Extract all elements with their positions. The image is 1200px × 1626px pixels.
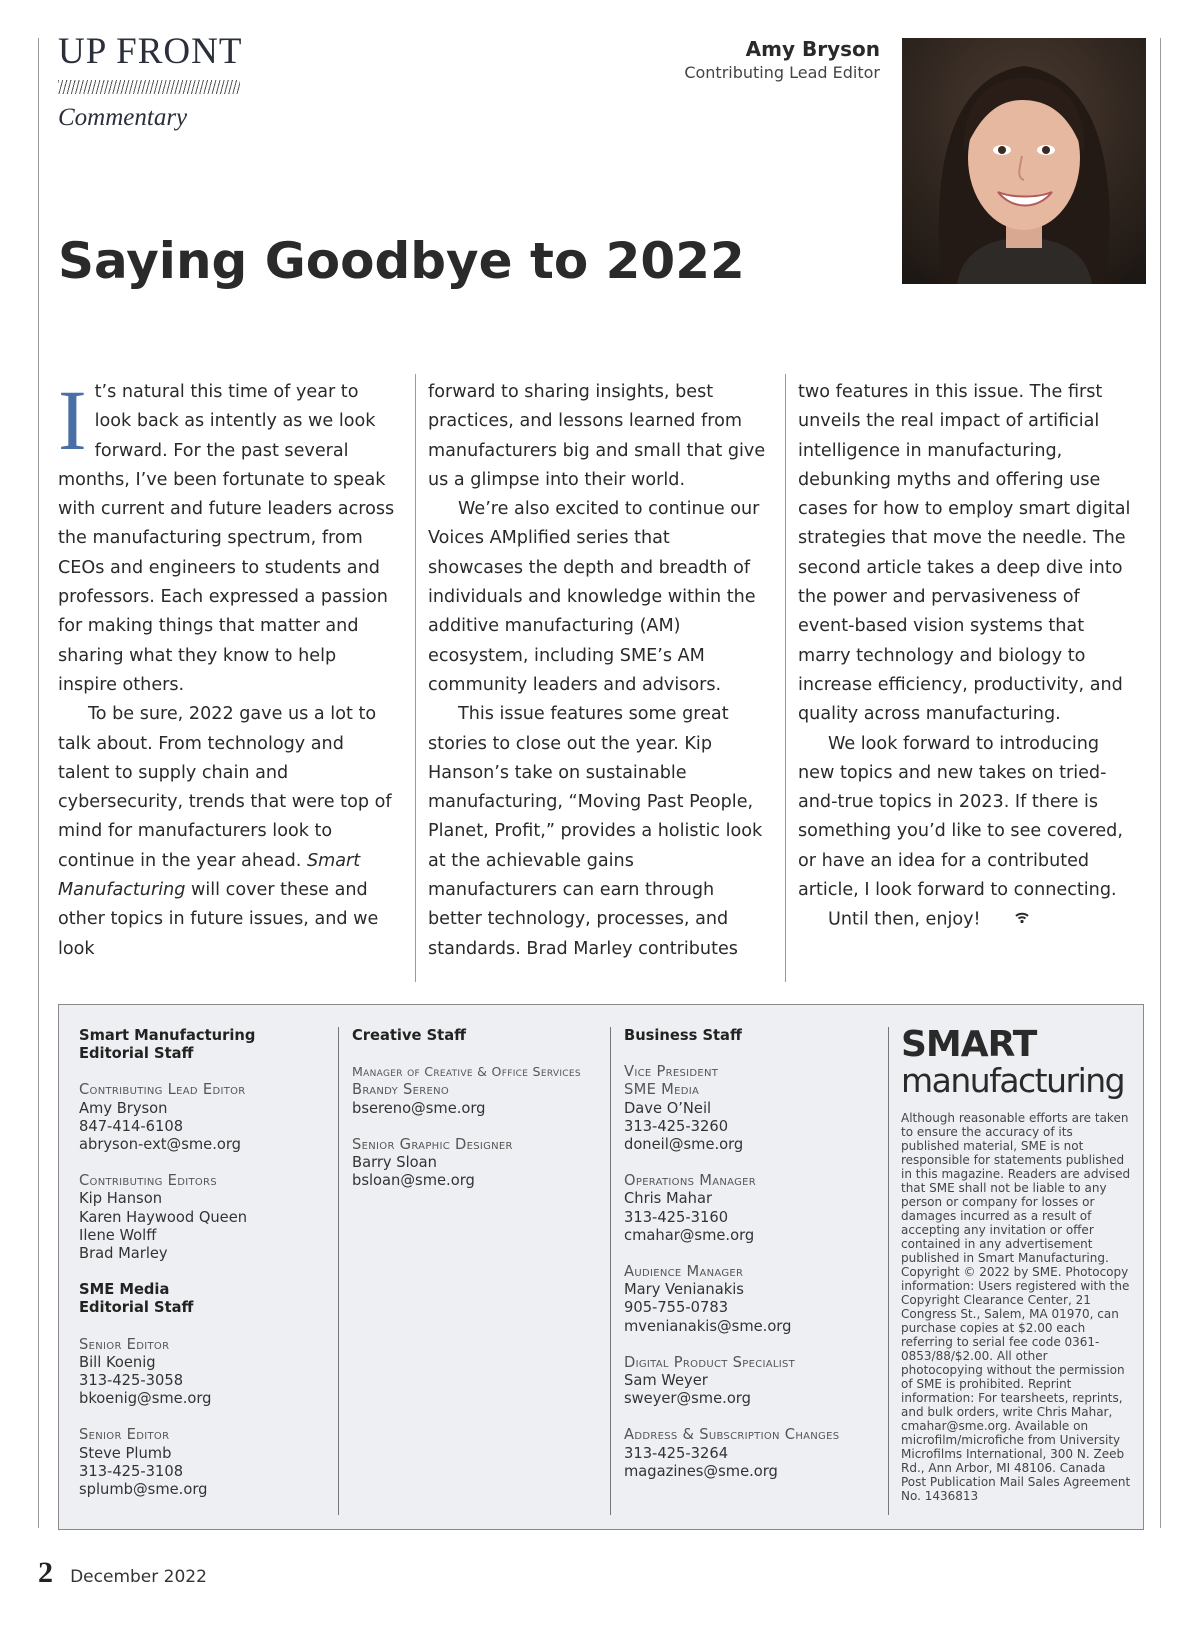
staff-email: cmahar@sme.org [624, 1226, 755, 1244]
staff-email: bkoenig@sme.org [79, 1390, 212, 1408]
staff-name: Brandy Sereno [352, 1081, 450, 1099]
article-paragraph: We look forward to introducing new topics and new takes on tried-and-true topics in 2023. If there is something you’d like to see covered, or have an idea for a contributed article, I look forward to connecting. [798, 733, 1123, 901]
logo-wordmark-top: SMART [901, 1024, 1037, 1065]
staff-email: splumb@sme.org [79, 1481, 208, 1499]
staff-name: Dave O’Neil [624, 1099, 712, 1117]
staff-title: Manager of Creative & Office Services [352, 1064, 581, 1080]
article-paragraph: forward to sharing insights, best practices, and lessons learned from manufacturers big and small that give us a glimpse into their world. [428, 382, 766, 490]
staff-column-divider [888, 1027, 889, 1515]
page-number: 2 [38, 1556, 53, 1589]
staff-column-editorial [79, 1027, 329, 1499]
column-divider [785, 374, 786, 982]
author-photo [902, 38, 1146, 284]
staff-heading: Smart Manufacturing [79, 1027, 256, 1044]
staff-title: Senior Editor [79, 1335, 170, 1353]
staff-phone: 313-425-3260 [624, 1117, 729, 1135]
staff-phone: 905-755-0783 [624, 1299, 729, 1317]
staff-title: Vice President [624, 1063, 719, 1081]
paragraph-text: Until then, enjoy! [828, 910, 981, 930]
staff-phone: 847-414-6108 [79, 1117, 184, 1135]
brand-logo [901, 1024, 1131, 1100]
staff-title: Contributing Lead Editor [79, 1081, 246, 1099]
article-column-2 [428, 378, 768, 964]
staff-heading: Business Staff [624, 1027, 742, 1044]
page-footer [38, 1556, 207, 1590]
author-role: Contributing Lead Editor [684, 63, 880, 82]
publication-name: Smart Manufacturing [58, 850, 361, 901]
staff-name: Chris Mahar [624, 1190, 713, 1208]
staff-column-creative [352, 1027, 602, 1190]
staff-title: Address & Subscription Changes [624, 1426, 840, 1444]
article-column-1 [58, 372, 398, 964]
staff-column-divider [338, 1027, 339, 1515]
staff-name: Bill Koenig [79, 1353, 156, 1371]
article-paragraph [58, 700, 398, 964]
staff-heading: SME Media [79, 1281, 170, 1299]
staff-name: Brad Marley [79, 1245, 168, 1263]
author-name: Amy Bryson [745, 37, 880, 61]
staff-name: Barry Sloan [352, 1154, 437, 1172]
staff-email: doneil@sme.org [624, 1136, 744, 1154]
drop-cap: I [58, 372, 87, 468]
staff-name: Sam Weyer [624, 1372, 708, 1390]
article-paragraph [58, 372, 398, 700]
article-paragraph [798, 905, 1138, 935]
end-mark-icon [985, 905, 1029, 934]
staff-title: Contributing Editors [79, 1172, 217, 1190]
staff-title: Audience Manager [624, 1263, 744, 1281]
staff-heading: Editorial Staff [79, 1299, 194, 1317]
staff-title: Senior Graphic Designer [352, 1135, 513, 1153]
staff-name: Steve Plumb [79, 1444, 172, 1462]
byline [684, 37, 880, 82]
column-divider [415, 374, 416, 982]
paragraph-text: will cover these and other topics in future issues, and we look [58, 880, 379, 959]
staff-name: Ilene Wolff [79, 1226, 157, 1244]
author-portrait-illustration [902, 38, 1146, 284]
paragraph-text: t’s natural this time of year to look back as intently as we look forward. For the past several months, I’ve been fortunate to speak with current and future leaders across the manufacturing spectrum, from CEOs and engineers to students and professors. Each expressed a passion for making things that matter and sharing what they know to help inspire others. [58, 382, 395, 695]
staff-phone: 313-425-3058 [79, 1372, 184, 1390]
staff-title: Digital Product Specialist [624, 1353, 796, 1371]
staff-heading: Creative Staff [352, 1027, 467, 1044]
headline: Saying Goodbye to 2022 [58, 232, 745, 290]
staff-column-business [624, 1027, 879, 1481]
article-paragraph: two features in this issue. The first unveils the real impact of artificial intelligence in manufacturing, debunking myths and offering use cases for how to employ smart digital strategies that move the needle. The second article takes a deep dive into the power and pervasiveness of event-based vision systems that marry technology and biology to increase efficiency, productivity, and quality across manufacturing. [798, 382, 1131, 725]
staff-phone: 313-425-3108 [79, 1462, 184, 1480]
staff-phone: 313-425-3264 [624, 1444, 729, 1462]
staff-email: bsloan@sme.org [352, 1172, 475, 1190]
article-paragraph: We’re also excited to continue our Voices AMplified series that showcases the depth and breadth of individuals and knowledge within the additive manufacturing (AM) ecosystem, including SME’s AM community leaders and advisors. [428, 499, 760, 695]
staff-masthead [58, 1004, 1144, 1530]
staff-name: Mary Venianakis [624, 1281, 744, 1299]
left-page-rule [38, 38, 39, 1528]
staff-title: SME Media [624, 1081, 700, 1099]
legal-disclaimer: Although reasonable efforts are taken to ensure the accuracy of its published material, SME is not responsible for statements published in this magazine. Readers are advised that SME shall not be liable to any person or company for losses or damages incurred as a result of accepting any invitation or offer contained in any advertisement published in Smart Manufacturing. Copyright © 2022 by SME. Photocopy information: Users registered with the Copyright Clearance Center, 21 Congress St., Salem, MA 01970, can purchase copies at $2.00 each referring to serial fee code 0361-0853/88/$2.00. All other photocopying without the permission of SME is prohibited. Reprint information: For tearsheets, reprints, and bulk orders, write Chris Mahar, cmahar@sme.org. Available on microfilm/microfiche from University Microfilms International, 300 N. Zeeb Rd., Ann Arbor, MI 48106. Canada Post Publication Mail Sales Agreement No. 1436813 [901, 1111, 1131, 1503]
logo-wordmark-bottom: manufacturing [901, 1061, 1125, 1100]
staff-name: Karen Haywood Queen [79, 1208, 248, 1226]
staff-email: sweyer@sme.org [624, 1390, 751, 1408]
section-label: UP FRONT [58, 31, 243, 72]
right-page-rule [1160, 38, 1161, 1528]
staff-phone: 313-425-3160 [624, 1208, 729, 1226]
staff-email: bsereno@sme.org [352, 1099, 486, 1117]
paragraph-text: To be sure, 2022 gave us a lot to talk about. From technology and talent to supply chain and cybersecurity, trends that were top of mind for manufacturers look to continue in the year ahead. [58, 704, 392, 871]
staff-name: Amy Bryson [79, 1099, 168, 1117]
staff-column-divider [610, 1027, 611, 1515]
staff-title: Senior Editor [79, 1426, 170, 1444]
staff-email: mvenianakis@sme.org [624, 1317, 792, 1335]
staff-heading: Editorial Staff [79, 1045, 194, 1063]
staff-email: abryson-ext@sme.org [79, 1136, 241, 1154]
staff-title: Operations Manager [624, 1172, 757, 1190]
hatch-divider [58, 80, 240, 94]
staff-email: magazines@sme.org [624, 1462, 778, 1480]
staff-name: Kip Hanson [79, 1190, 163, 1208]
article-column-3 [798, 378, 1138, 935]
article-paragraph: This issue features some great stories to close out the year. Kip Hanson’s take on sustainable manufacturing, “Moving Past People, Planet, Profit,” provides a holistic look at the achievable gains manufacturers can earn through better technology, processes, and standards. Brad Marley contributes [428, 704, 763, 959]
issue-date: December 2022 [70, 1567, 207, 1587]
kicker: Commentary [58, 104, 188, 131]
